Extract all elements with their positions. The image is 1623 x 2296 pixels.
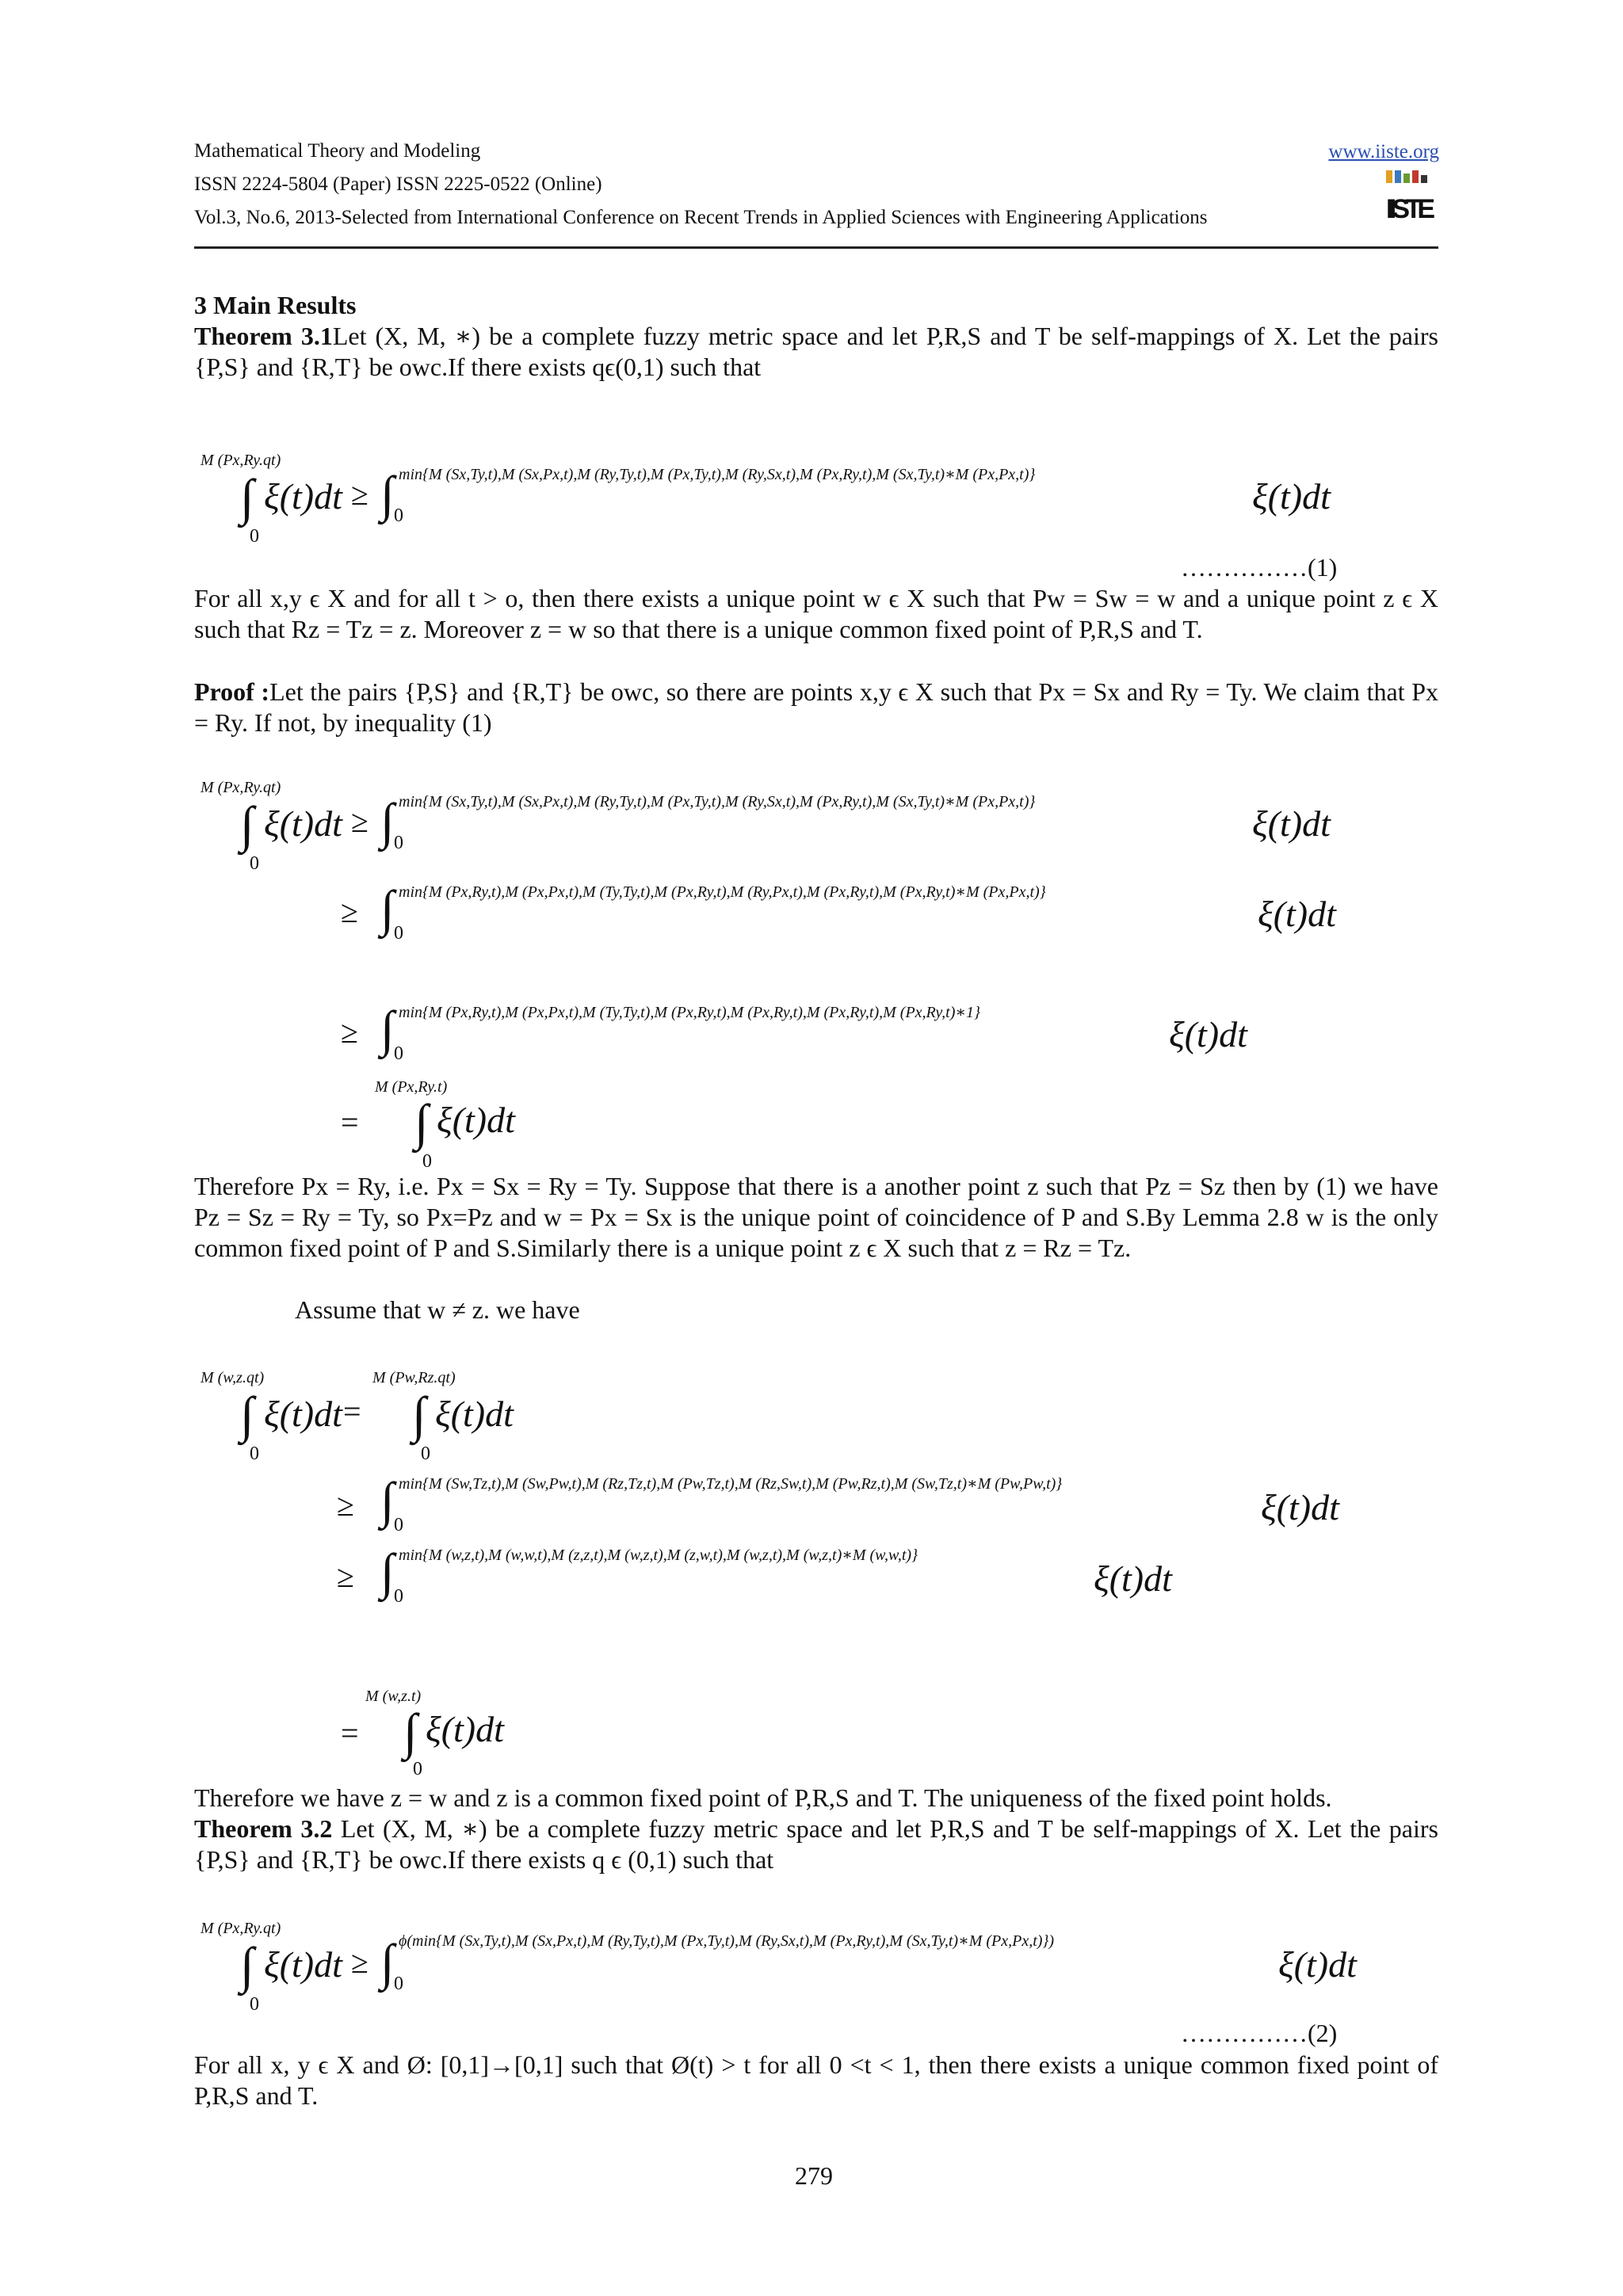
equation-2: M (Px,Ry.qt) ∫ ξ(t)dt 0 ≥ ∫ ϕ(min{M (Sx,Ty,t),M (Sx,Px,t),M (Ry,Ty,t),M (Px,Ty,t),M (Ry,Sx,t),M (Px,Ry,t),M (Sx,Ty,t)∗M (Px,Px,t)}) 0 ξ(t)dt	[200, 1920, 1357, 2015]
equation-1: M (Px,Ry.qt) ∫ ξ(t)dt 0 ≥ ∫ min{M (Sx,Ty,t),M (Sx,Px,t),M (Ry,Ty,t),M (Px,Ty,t),M (Ry,Sx,t),M (Px,Ry,t),M (Sx,Ty,t)∗M (Px,Px,t)} 0 ξ(t)dt	[200, 452, 1331, 547]
theorem-3-1: Theorem 3.1Let (X, M, ∗) be a complete fuzzy metric space and let P,R,S and T be self-mappings of X. Let the pairs {P,S} and {R,T} be owc.If there exists qϵ(0,1) such that	[194, 322, 1439, 381]
page-number: 279	[795, 2161, 833, 2190]
theorem-3-1-conclusion: For all x,y ϵ X and for all t > o, then there exists a unique point w ϵ X such that Pw = Sw = w and a unique point z ϵ X such that Rz = Tz = z. Moreover z = w so that there is a unique common fixed point of P,R,S and T.	[194, 584, 1438, 643]
theorem-3-2-conclusion: For all x, y ϵ X and Ø: [0,1]→[0,1] such that Ø(t) > t for all 0 <t < 1, then there exists a unique common fixed point of P,R,S and T.	[194, 2050, 1438, 2110]
issn-line: ISSN 2224-5804 (Paper) ISSN 2225-0522 (Online)	[194, 174, 602, 195]
theorem-3-2: Theorem 3.2 Let (X, M, ∗) be a complete fuzzy metric space and let P,R,S and T be self-mappings of X. Let the pairs {P,S} and {R,T} be owc.If there exists q ϵ (0,1) such that	[194, 1814, 1439, 1874]
uniqueness-conclusion: Therefore we have z = w and z is a common fixed point of P,R,S and T. The uniqueness of the fixed point holds.	[194, 1783, 1332, 1812]
website-link[interactable]: www.iiste.org	[1328, 141, 1439, 162]
equation-1-number: ……………(1)	[1181, 553, 1338, 582]
logo-text: IISTE	[1386, 194, 1435, 224]
proof-label: Proof :	[194, 677, 270, 706]
coincidence-paragraph: Therefore Px = Ry, i.e. Px = Sx = Ry = Ty. Suppose that there is a another point z such that Pz = Sz then by (1) we have Pz = Sz = Ry = Ty, so Px=Pz and w = Px = Sx is the unique point of coincidence of P and S.By Lemma 2.8 w is the only common fixed point of P and S.Similarly there is a unique point z ϵ X such that z = Rz = Tz.	[194, 1172, 1438, 1262]
header-rule	[194, 246, 1438, 249]
uniqueness-inequality-chain: M (w,z.qt) ∫ ξ(t)dt 0 = M (Pw,Rz.qt) ∫ ξ(t)dt 0 ≥ ∫ min{M (Sw,Tz,t),M (Sw,Pw,t),M (Rz,Tz,t),M (Pw,Tz,t),M (Rz,Sw,t),M (Pw,Rz,t),M (Sw,Tz,t)∗M (Pw,Pw,t)} 0 ξ(t)dt ≥ ∫ min{M (w,z,t),M (w,w,t),M (z,z,t),M (w,z,t),M (z,w,t),M (w,z,t),M (w,z,t)∗M (w,w,t)} 0 ξ(t)dt M (w,z.t) = ∫ ξ(t)dt 0	[200, 1369, 1339, 1779]
volume-line: Vol.3, No.6, 2013-Selected from International Conference on Recent Trends in Applied Sciences with Engineering Applications	[194, 207, 1208, 228]
theorem-label: Theorem 3.1	[194, 322, 333, 350]
equation-2-number: ……………(2)	[1181, 2019, 1338, 2047]
theorem-label: Theorem 3.2	[194, 1814, 333, 1843]
assume-line: Assume that w ≠ z. we have	[295, 1295, 580, 1324]
proof-inequality-chain: M (Px,Ry.qt) ∫ ξ(t)dt 0 ≥ ∫ min{M (Sx,Ty,t),M (Sx,Px,t),M (Ry,Ty,t),M (Px,Ty,t),M (Ry,Sx,t),M (Px,Ry,t),M (Sx,Ty,t)∗M (Px,Px,t)} 0 ξ(t)dt ≥ ∫ min{M (Px,Ry,t),M (Px,Px,t),M (Ty,Ty,t),M (Px,Ry,t),M (Ry,Px,t),M (Px,Ry,t),M (Px,Ry,t)∗M (Px,Px,t)} 0 ξ(t)dt ≥ ∫ min{M (Px,Ry,t),M (Px,Px,t),M (Ty,Ty,t),M (Px,Ry,t),M (Px,Ry,t),M (Px,Ry,t),M (Px,Ry,t)∗1} 0 ξ(t)dt M (Px,Ry.t) = ∫ ξ(t)dt 0	[200, 779, 1336, 1172]
proof-paragraph: Proof :Let the pairs {P,S} and {R,T} be owc, so there are points x,y ϵ X such that Px = Sx and Ry = Ty. We claim that Px = Ry. If not, by inequality (1)	[194, 677, 1439, 737]
section-heading: 3 Main Results	[194, 291, 357, 319]
iiste-logo	[1384, 169, 1437, 226]
journal-title: Mathematical Theory and Modeling	[194, 140, 481, 162]
